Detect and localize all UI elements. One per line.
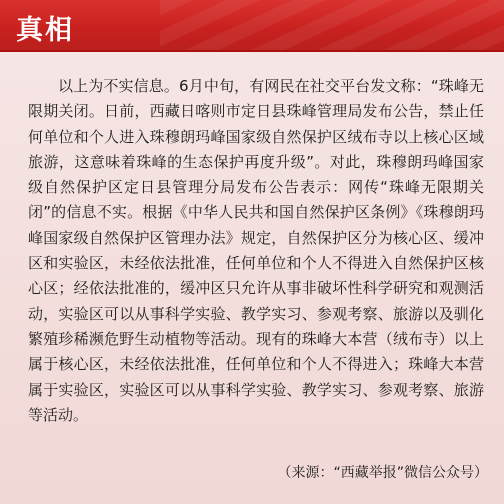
header-banner bbox=[0, 0, 504, 52]
page-title: 真相 bbox=[16, 15, 74, 46]
header-decoration bbox=[160, 0, 504, 52]
article-content bbox=[28, 74, 484, 428]
header-divider bbox=[0, 50, 504, 52]
source-attribution: （来源：“西藏举报”微信公众号） bbox=[277, 465, 488, 481]
article-body: 以上为不实信息。6月中旬，有网民在社交平台发文称：“珠峰无限期关闭。日前，西藏日喀则市定日县珠峰管理局发布公告，禁止任何单位和个人进入珠穆朗玛峰国家级自然保护区绒布寺以上核心区域旅游，这意味着珠峰的生态保护再度升级”。对此，珠穆朗玛峰国家级自然保护区定日县管理分局发布公告表示：网传“珠峰无限期关闭”的信息不实。根据《中华人民共和国自然保护区条例》《珠穆朗玛峰国家级自然保护区管理办法》规定，自然保护区分为核心区、缓冲区和实验区，未经依法批准，任何单位和个人不得进入自然保护区核心区；经依法批准的，缓冲区只允许从事非破坏性科学研究和观测活动，实验区可以从事科学实验、教学实习、参观考察、旅游以及驯化繁殖珍稀濒危野生动植物等活动。现有的珠峰大本营（绒布寺）以上属于核心区，未经依法批准，任何单位和个人不得进入；珠峰大本营属于实验区，实验区可以从事科学实验、教学实习、参观考察、旅游等活动。 bbox=[28, 77, 484, 424]
